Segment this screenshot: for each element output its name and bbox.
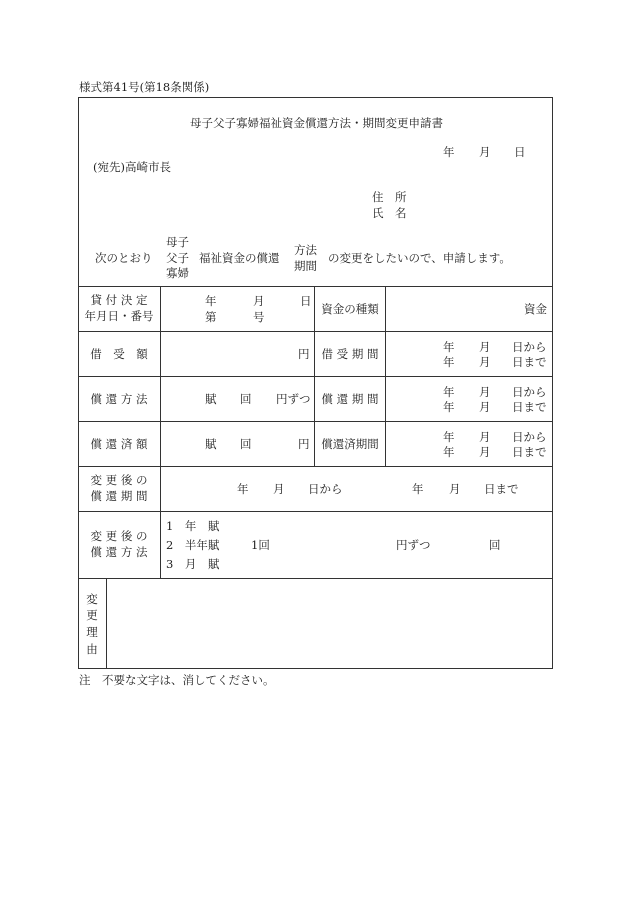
- repaid-to-month[interactable]: 月: [479, 445, 491, 459]
- loan-year[interactable]: 年: [205, 294, 217, 308]
- changed-to-year[interactable]: 年: [412, 482, 424, 496]
- reason-label-char: 変: [86, 591, 98, 606]
- reason-label-char: 更: [86, 608, 98, 623]
- changed-from-year[interactable]: 年: [237, 482, 249, 496]
- reason-label-char: 由: [86, 641, 98, 656]
- repayment-installment[interactable]: 賦: [205, 392, 217, 406]
- repayment-times[interactable]: 回: [240, 392, 252, 406]
- changed-period-label-line2: 償 還 期 間: [90, 489, 148, 503]
- repaid-installment[interactable]: 賦: [205, 437, 217, 451]
- borrowing-from-month[interactable]: 月: [479, 340, 491, 354]
- addressee: (宛先)高崎市長: [93, 160, 171, 174]
- date-month[interactable]: 月: [479, 145, 491, 159]
- change-item-choices: [294, 243, 317, 274]
- borrowing-from-year[interactable]: 年: [443, 340, 455, 354]
- date-year[interactable]: 年: [443, 145, 455, 159]
- fund-type-kafu[interactable]: 寡婦: [166, 266, 189, 281]
- request-suffix: の変更をしたいので、申請します。: [328, 251, 511, 265]
- loan-decision-label: [78, 287, 160, 331]
- table-column-rule: [106, 578, 107, 669]
- changed-period-label-line1: 変 更 後 の: [90, 473, 148, 488]
- table-rule: [78, 578, 553, 579]
- date-day[interactable]: 日: [514, 145, 526, 159]
- fund-type-boshi[interactable]: 母子: [166, 235, 189, 249]
- repayment-amount[interactable]: 円ずつ: [276, 392, 311, 406]
- borrowing-to-day[interactable]: 日まで: [512, 355, 547, 369]
- repaid-to-day[interactable]: 日まで: [512, 445, 547, 459]
- borrowing-to-month[interactable]: 月: [479, 355, 491, 369]
- change-item-period[interactable]: 期間: [294, 258, 317, 273]
- changed-method-label: [78, 512, 160, 578]
- changed-method-option-semiannual[interactable]: 2 半年賦: [166, 538, 220, 552]
- name-label: 氏 名: [372, 206, 407, 220]
- fund-type-choices: [166, 235, 189, 282]
- repayment-to-year[interactable]: 年: [443, 400, 455, 414]
- borrowing-from-day[interactable]: 日から: [512, 340, 547, 354]
- fund-type-value[interactable]: 資金: [524, 302, 547, 316]
- changed-from-month[interactable]: 月: [273, 482, 285, 496]
- fund-type-label: 資金の種類: [321, 302, 379, 316]
- repayment-from-day[interactable]: 日から: [512, 385, 547, 399]
- changed-from-day[interactable]: 日から: [308, 482, 343, 496]
- loan-day[interactable]: 日: [300, 294, 312, 308]
- changed-period-label: [78, 467, 160, 511]
- repaid-amount-label: 償 還 済 額: [90, 437, 148, 451]
- fund-type-fushi[interactable]: 父子: [166, 250, 189, 265]
- address-label: 住 所: [372, 190, 407, 204]
- repayment-from-year[interactable]: 年: [443, 385, 455, 399]
- loan-decision-label-line2: 年月日・番号: [84, 309, 154, 323]
- changed-method-first[interactable]: 1回: [251, 538, 270, 552]
- loan-month[interactable]: 月: [253, 294, 265, 308]
- changed-method-label-line2: 償 還 方 法: [90, 545, 148, 559]
- table-column-rule: [160, 286, 161, 578]
- loan-number-prefix: 第: [205, 310, 217, 324]
- borrowed-amount-unit[interactable]: 円: [298, 347, 310, 361]
- table-column-rule: [385, 286, 386, 466]
- repayment-to-day[interactable]: 日まで: [512, 400, 547, 414]
- loan-decision-label-line1: 貸 付 決 定: [90, 293, 148, 308]
- borrowed-amount-label: 借 受 額: [90, 347, 148, 361]
- repayment-to-month[interactable]: 月: [479, 400, 491, 414]
- repayment-method-label: 償 還 方 法: [90, 392, 148, 406]
- changed-method-amount[interactable]: 円ずつ: [396, 538, 431, 552]
- repaid-from-day[interactable]: 日から: [512, 430, 547, 444]
- request-prefix: 次のとおり: [95, 251, 153, 265]
- borrowing-to-year[interactable]: 年: [443, 355, 455, 369]
- borrowing-period-label: 借 受 期 間: [321, 347, 379, 361]
- reason-input-area[interactable]: [108, 580, 551, 667]
- request-middle: 福祉資金の償還: [199, 251, 280, 265]
- changed-method-times[interactable]: 回: [489, 538, 501, 552]
- repaid-from-year[interactable]: 年: [443, 430, 455, 444]
- repaid-period-label: 償還済期間: [321, 437, 379, 451]
- reason-label: [78, 579, 106, 669]
- repaid-from-month[interactable]: 月: [479, 430, 491, 444]
- changed-to-month[interactable]: 月: [449, 482, 461, 496]
- footnote: 注 不要な文字は、消してください。: [79, 673, 275, 687]
- changed-method-label-line1: 変 更 後 の: [90, 529, 148, 544]
- repaid-to-year[interactable]: 年: [443, 445, 455, 459]
- changed-method-option-annual[interactable]: 1 年 賦: [166, 519, 220, 533]
- repayment-period-label: 償 還 期 間: [321, 392, 379, 406]
- repaid-times[interactable]: 回: [240, 437, 252, 451]
- change-item-method[interactable]: 方法: [294, 243, 317, 257]
- changed-to-day[interactable]: 日まで: [484, 482, 519, 496]
- reason-label-char: 理: [86, 625, 98, 639]
- form-number: 様式第41号(第18条関係): [79, 80, 210, 94]
- loan-number-suffix[interactable]: 号: [253, 310, 265, 324]
- repaid-amount-unit[interactable]: 円: [298, 437, 310, 451]
- form-title: 母子父子寡婦福祉資金償還方法・期間変更申請書: [190, 116, 443, 130]
- repayment-from-month[interactable]: 月: [479, 385, 491, 399]
- changed-method-option-monthly[interactable]: 3 月 賦: [166, 557, 220, 571]
